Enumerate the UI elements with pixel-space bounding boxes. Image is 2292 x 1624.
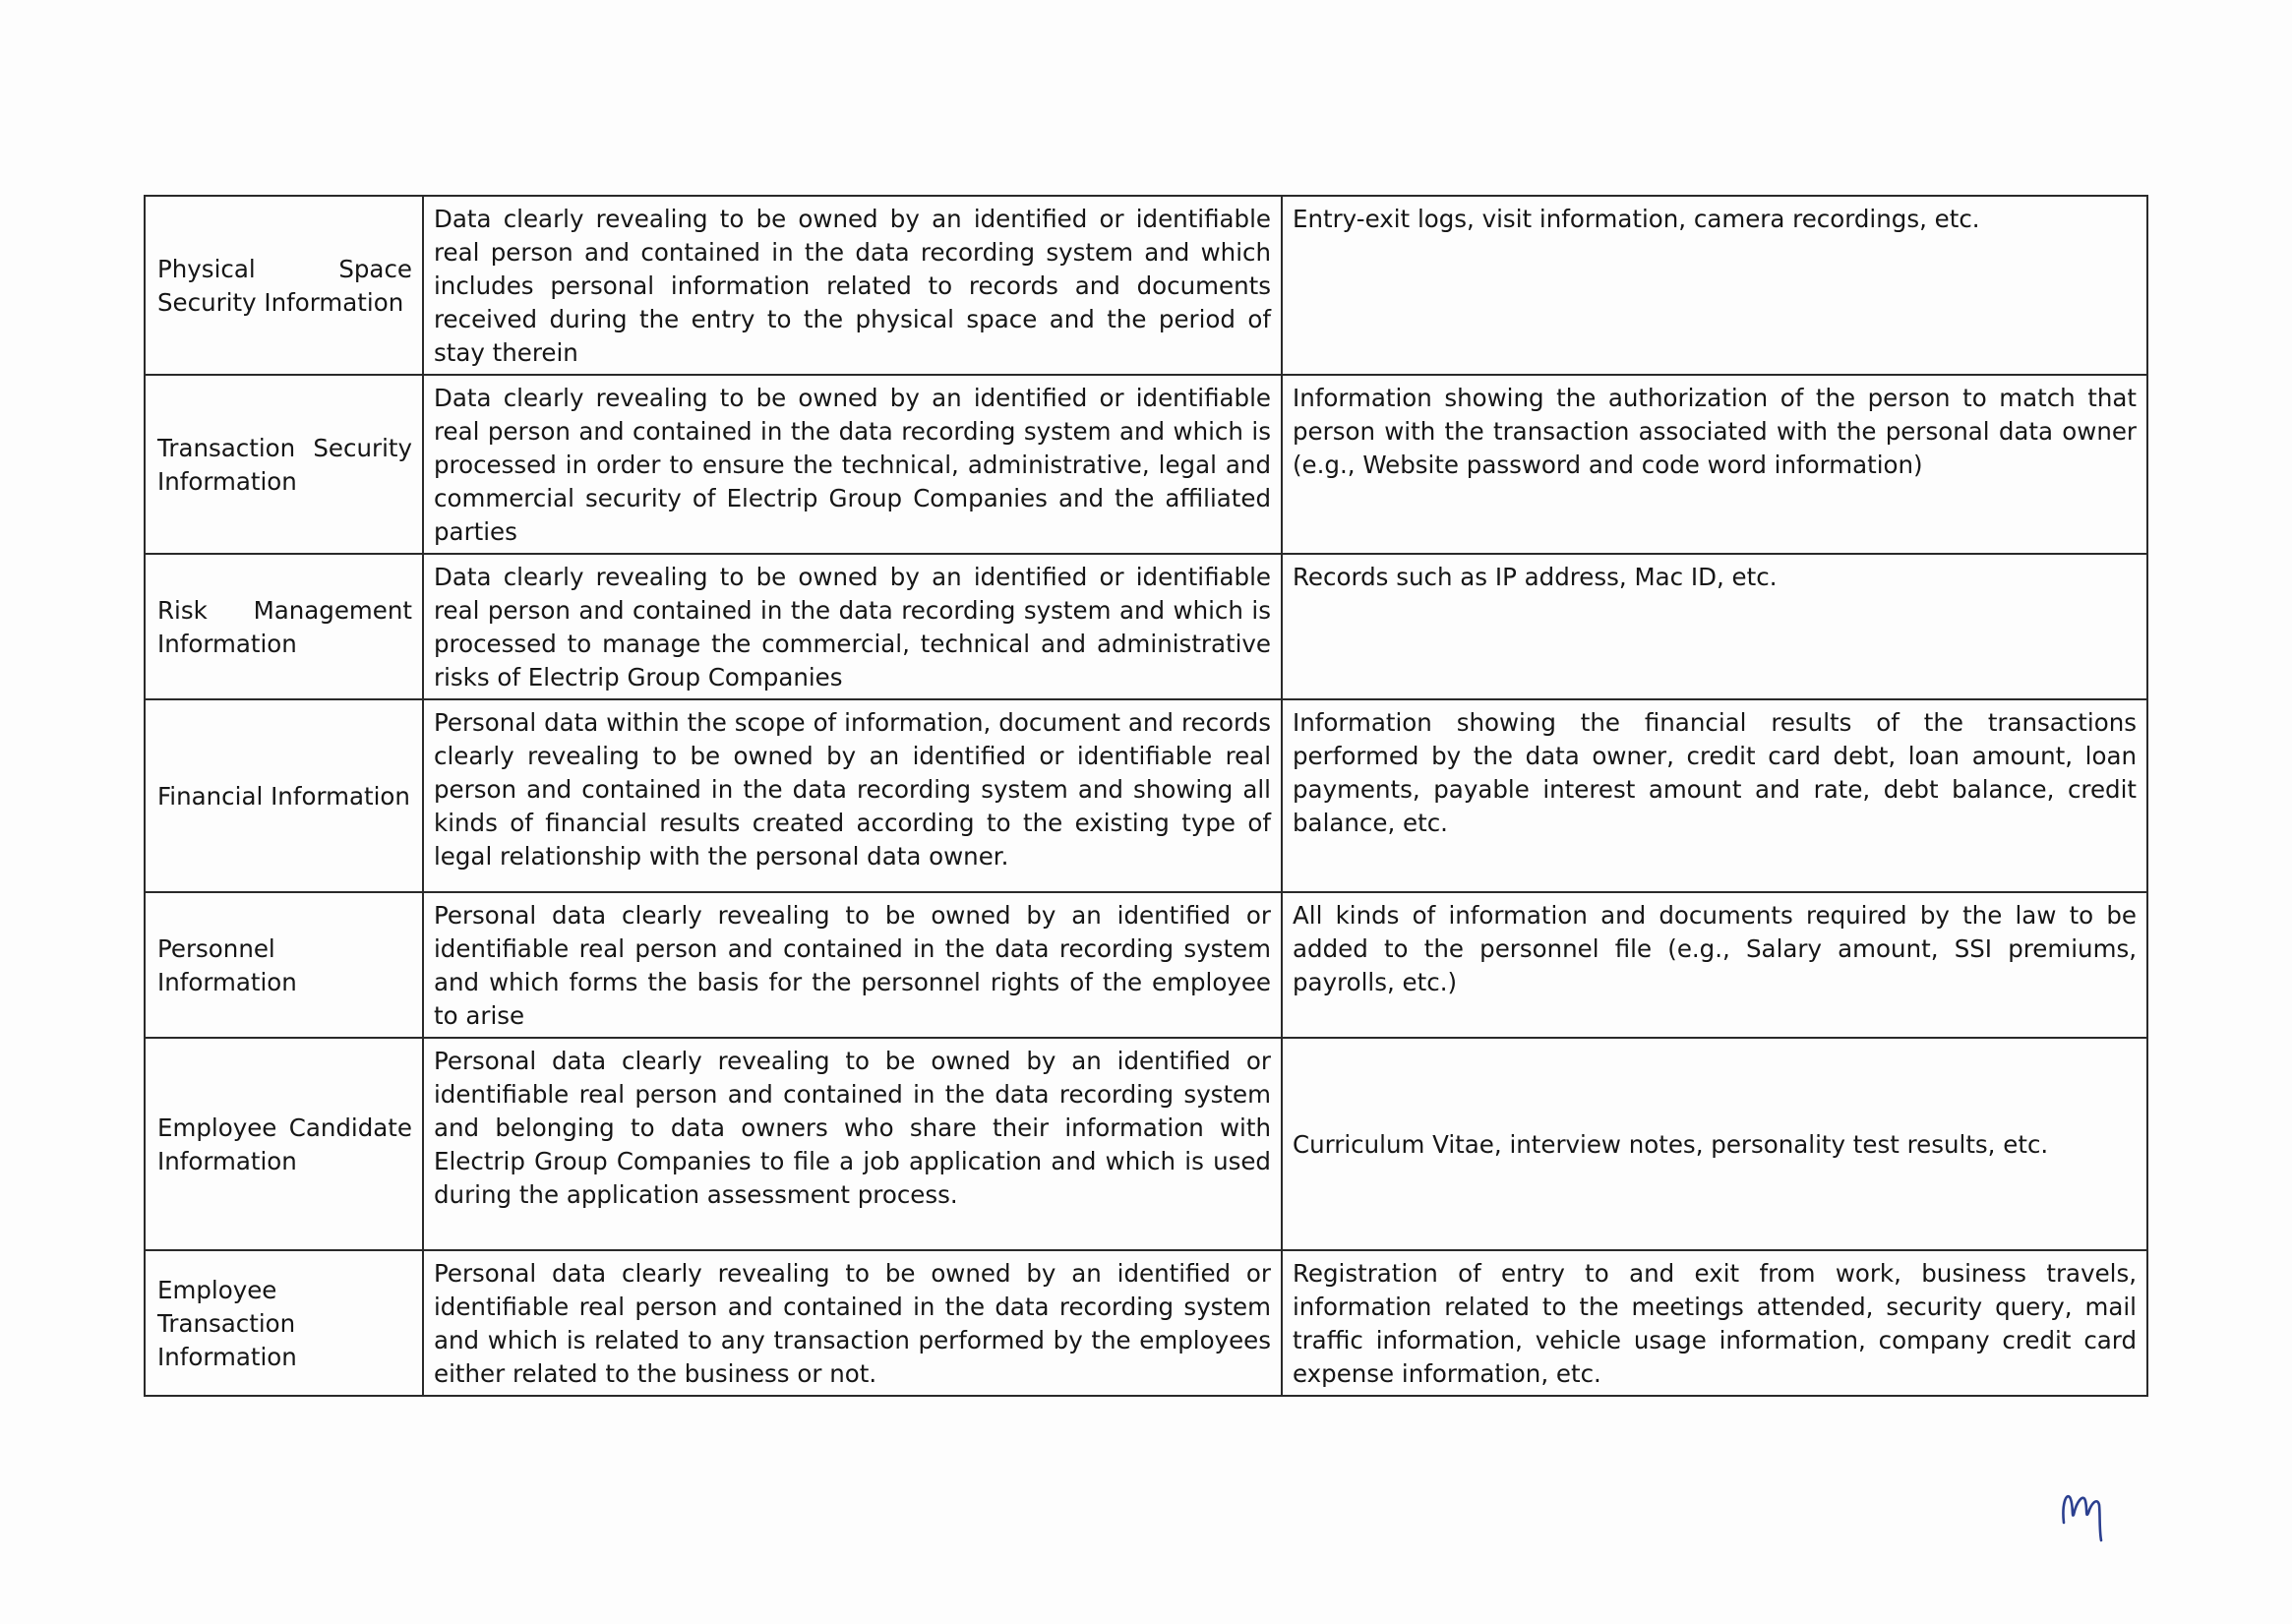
description-cell: Data clearly revealing to be owned by an identified or identifiable real person and contained in the data recording system and which is processed in order to ensure the technical, administrative, legal and commercial security of Electrip Group Companies and the affiliated parties (423, 375, 1282, 554)
description-cell: Personal data clearly revealing to be owned by an identified or identifiable real person and contained in the data recording system and which is related to any transaction performed by the employees either related to the business or not. (423, 1250, 1282, 1396)
description-cell: Personal data within the scope of information, document and records clearly revealing to be owned by an identified or identifiable real person and contained in the data recording system and showing all kinds of financial results created according to the existing type of legal relationship with the personal data owner. (423, 699, 1282, 892)
table-row (145, 892, 2147, 1038)
examples-cell: Entry-exit logs, visit information, camera recordings, etc. (1282, 196, 2147, 375)
examples-cell: Information showing the authorization of the person to match that person with the transaction associated with the personal data owner (e.g., Website password and code word information) (1282, 375, 2147, 554)
personal-data-categories-table (144, 195, 2148, 1397)
examples-cell: Curriculum Vitae, interview notes, personality test results, etc. (1282, 1038, 2147, 1250)
table-row (145, 375, 2147, 554)
description-cell: Personal data clearly revealing to be owned by an identified or identifiable real person and contained in the data recording system and belonging to data owners who share their information with Electrip Group Companies to file a job application and which is used during the application assessment process. (423, 1038, 1282, 1250)
examples-cell: Registration of entry to and exit from work, business travels, information related to the meetings attended, security query, mail traffic information, vehicle usage information, company credit card expense information, etc. (1282, 1250, 2147, 1396)
table-row (145, 554, 2147, 699)
examples-cell: All kinds of information and documents required by the law to be added to the personnel file (e.g., Salary amount, SSI premiums, payrolls, etc.) (1282, 892, 2147, 1038)
description-cell: Data clearly revealing to be owned by an identified or identifiable real person and contained in the data recording system and which is processed to manage the commercial, technical and administrative risks of Electrip Group Companies (423, 554, 1282, 699)
category-cell: Transaction Security Information (145, 375, 423, 554)
table-row (145, 196, 2147, 375)
description-cell: Data clearly revealing to be owned by an identified or identifiable real person and contained in the data recording system and which includes personal information related to records and documents received during the entry to the physical space and the period of stay therein (423, 196, 1282, 375)
examples-cell: Information showing the financial results of the transactions performed by the data owner, credit card debt, loan amount, loan payments, payable interest amount and rate, debt balance, credit balance, etc. (1282, 699, 2147, 892)
handwritten-initials-signature (2058, 1475, 2117, 1544)
category-cell: Financial Information (145, 699, 423, 892)
category-cell: Personnel Information (145, 892, 423, 1038)
category-cell: Risk Management Information (145, 554, 423, 699)
table-row (145, 1250, 2147, 1396)
description-cell: Personal data clearly revealing to be owned by an identified or identifiable real person and contained in the data recording system and which forms the basis for the personnel rights of the employee to arise (423, 892, 1282, 1038)
category-cell: Physical Space Security Information (145, 196, 423, 375)
category-cell: Employee Transaction Information (145, 1250, 423, 1396)
category-cell: Employee Candidate Information (145, 1038, 423, 1250)
examples-cell: Records such as IP address, Mac ID, etc. (1282, 554, 2147, 699)
table-row (145, 699, 2147, 892)
table-row (145, 1038, 2147, 1250)
